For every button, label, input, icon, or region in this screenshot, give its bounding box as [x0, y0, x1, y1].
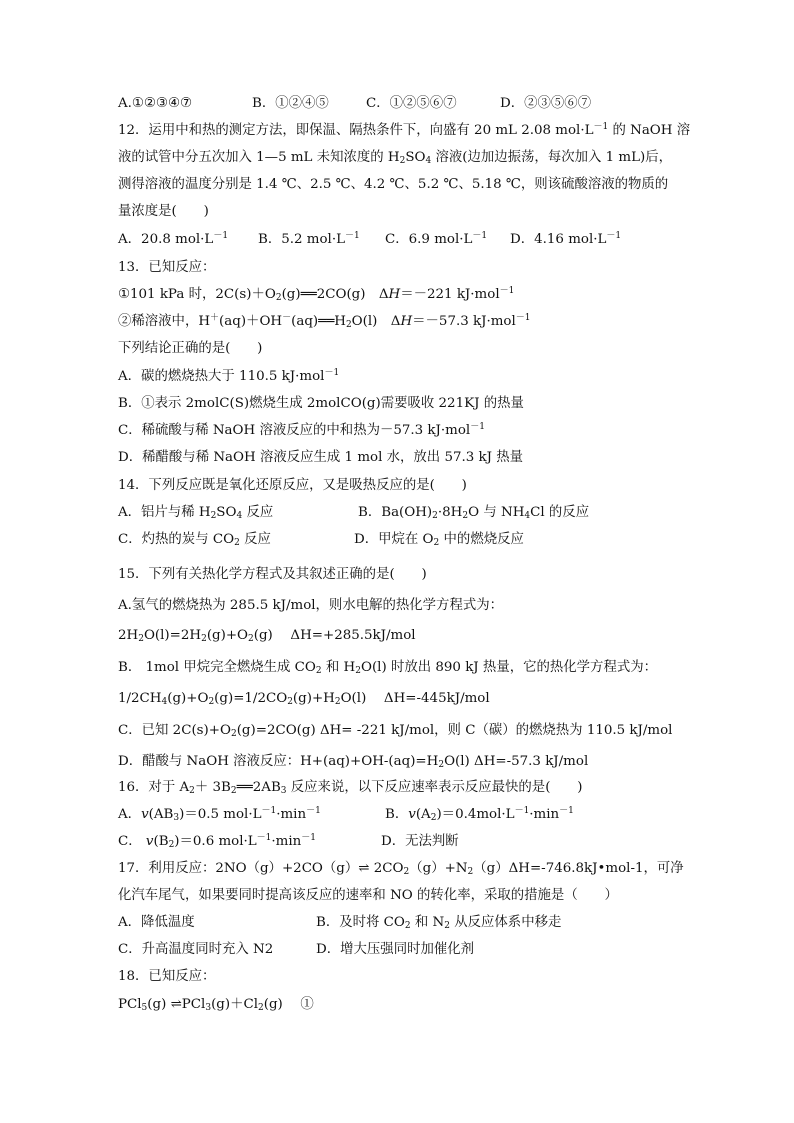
- q16-option-d: D．无法判断: [381, 834, 459, 849]
- q14-option-a: A．铝片与稀 $H_2SO_4$ 反应: [118, 505, 274, 521]
- q12-option-d: D．4.16 $mol\cdot L^{-1}$: [510, 231, 622, 247]
- q11-option-a: A.①②③④⑦: [118, 96, 192, 111]
- q13-reaction-1: ①101 kPa 时，$2C(s)+O_2(g)══2CO(g)$ ΔH＝－221 kJ·mol$^{-1}$: [118, 286, 515, 303]
- q15-option-d: D．醋酸与 NaOH 溶液反应：$H+(aq)+OH-(aq)=H_2O(l)$ ΔH=-57.3 kJ/mol: [118, 754, 589, 770]
- q14-option-d: D．甲烷在 $O_2$ 中的燃烧反应: [354, 532, 524, 548]
- q12-stem-line2: 液的试管中分五次加入 1—5 mL 未知浓度的 $H_2SO_4$ 溶液(边加边振荡，每次加入 1 mL)后，: [118, 150, 673, 166]
- q11-option-b: B．①②④⑤: [252, 96, 329, 111]
- q13-option-d: D．稀醋酸与稀 NaOH 溶液反应生成 1 mol 水，放出 57.3 kJ 热量: [118, 450, 524, 465]
- q17-option-a: A．降低温度: [118, 915, 195, 930]
- q17-option-c: C．升高温度同时充入 N2: [118, 942, 274, 957]
- q17-option-b: B．及时将 $CO_2$ 和 $N_2$ 从反应体系中移走: [316, 915, 562, 931]
- q14-option-b: B．$Ba(OH)_2\cdot 8H_2O$ 与 $NH_4Cl$ 的反应: [358, 505, 590, 521]
- q14-option-c: C．灼热的炭与 $CO_2$ 反应: [118, 532, 271, 548]
- equilibrium-arrow-icon: ⇌: [358, 861, 370, 876]
- q14-stem: 14．下列反应既是氧化还原反应，又是吸热反应的是( ): [118, 478, 467, 493]
- q16-option-c: C． $v(B_2)=0.6$ $mol\cdot L^{-1}\cdot\min^{-1}$: [118, 833, 316, 850]
- q17-option-d: D．增大压强同时加催化剂: [316, 942, 475, 957]
- q16-stem: 16．对于 $A_2+$ $3B_2══2AB_3$ 反应来说，以下反应速率表示反应最快的是( ): [118, 780, 583, 796]
- q16-option-a: A．$v(AB_3)=0.5$ $mol\cdot L^{-1}\cdot\min^{-1}$: [118, 806, 321, 823]
- q13-question: 下列结论正确的是( ): [118, 341, 263, 356]
- q18-stem: 18．已知反应：: [118, 969, 216, 984]
- q13-option-b: B．①表示 2molC(S)燃烧生成 2molCO(g)需要吸收 221KJ 的热量: [118, 396, 524, 411]
- q15-option-a-equation: $2H_2O(l)=2H_2(g)+O_2(g)$ ΔH=+285.5kJ/mol: [118, 628, 416, 644]
- q12-stem-line4: 量浓度是( ): [118, 204, 209, 219]
- q13-stem: 13．已知反应：: [118, 260, 216, 275]
- q12-stem-line1: 12．运用中和热的测定方法，即保温、隔热条件下，向盛有 20 mL 2.08 $mol\cdot L^{-1}$ 的 NaOH 溶: [118, 122, 691, 138]
- q16-option-b: B．$v(A_2)=0.4mol\cdot L^{-1}\cdot\min^{-1}$: [385, 806, 574, 823]
- q15-option-b-equation: $1/2CH_4(g)+O_2(g)=1/2CO_2(g)+H_2O(l)$ ΔH=-445kJ/mol: [118, 691, 490, 707]
- q11-option-d: D．②③⑤⑥⑦: [500, 96, 592, 111]
- q17-stem-line1: 17．利用反应：2NO（g）+2CO（g）⇌ $2CO_2(g)+N_2(g)\Delta H=-746.8kJ•mol-1$，可净: [118, 861, 684, 877]
- q13-reaction-2: ②稀溶液中，$H^+(aq)+OH^-(aq)══H_2O(l)$ ΔH＝－57.3 kJ·mol$^{-1}$: [118, 313, 531, 330]
- q12-stem-line3: 测得溶液的温度分别是 1.4 ℃、2.5 ℃、4.2 ℃、5.2 ℃、5.18 ℃，则该硫酸溶液的物质的: [118, 177, 669, 192]
- q18-equation-1: PCl$_5$(g) $\rightleftharpoons PCl_3(g)+Cl_2(g)$ ①: [118, 997, 314, 1013]
- q12-option-c: C．6.9 $mol\cdot L^{-1}$: [385, 231, 488, 247]
- q13-option-c: C．稀硫酸与稀 NaOH 溶液反应的中和热为－57.3 kJ·mol$^{-1}$: [118, 422, 485, 438]
- q15-option-c: C．已知 $2C(s)+O_2(g)=2CO(g)$ ΔH= -221 kJ/mol，则 C（碳）的燃烧热为 110.5 kJ/mol: [118, 723, 673, 739]
- q15-stem: 15．下列有关热化学方程式及其叙述正确的是( ): [118, 567, 427, 582]
- equilibrium-arrow-icon: ⇌: [170, 997, 182, 1012]
- q13-option-a: A．碳的燃烧热大于 110.5 kJ·mol$^{-1}$: [118, 368, 340, 384]
- q11-option-c: C．①②⑤⑥⑦: [366, 96, 457, 111]
- q12-option-b: B．5.2 $mol\cdot L^{-1}$: [258, 231, 360, 247]
- q15-option-b-text: B． 1mol 甲烷完全燃烧生成 $CO_2$ 和 $H_2O(l)$ 时放出 890 kJ 热量，它的热化学方程式为：: [118, 660, 658, 676]
- q17-stem-line2: 化汽车尾气，如果要同时提高该反应的速率和 NO 的转化率，采取的措施是（ ）: [118, 888, 618, 903]
- q15-option-a-text: A.氢气的燃烧热为 285.5 kJ/mol，则水电解的热化学方程式为：: [118, 598, 504, 613]
- q12-option-a: A．20.8 $mol\cdot L^{-1}$: [118, 231, 229, 247]
